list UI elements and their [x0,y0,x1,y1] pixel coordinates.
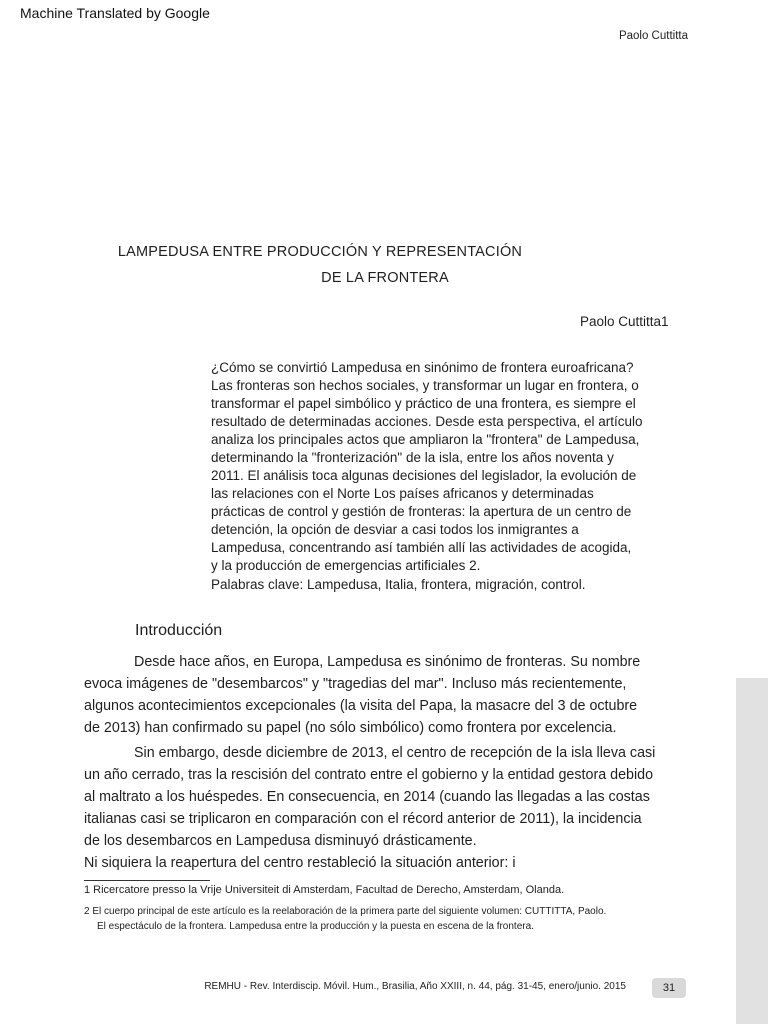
paragraph-2-line: un año cerrado, tras la rescisión del contrato entre el gobierno y la entidad gestora debido [84,767,654,783]
abstract-line: analiza los principales actos que ampliaron la "frontera" de Lampedusa, [211,432,640,447]
paragraph-1-line: de 2013) han confirmado su papel (no sólo simbólico) como frontera por excelencia. [84,720,617,736]
paragraph-2-line: de los desembarcos en Lampedusa disminuyó drásticamente. [84,833,477,849]
paragraph-1-line: algunos acontecimientos excepcionales (la visita del Papa, la masacre del 3 de octubre [84,698,638,714]
footnote-2 [84,904,606,934]
footnote-2-line: 2 El cuerpo principal de este artículo es la reelaboración de la primera parte del siguiente volumen: CUTTITTA, Paolo. [84,906,607,917]
abstract-line: prácticas de control y gestión de fronteras: la apertura de un centro de [211,504,632,519]
abstract-line: ¿Cómo se convirtió Lampedusa en sinónimo de frontera euroafricana? [211,360,634,375]
abstract-line: resultado de determinadas acciones. Desde esta perspectiva, el artículo [211,414,643,429]
abstract-line: Lampedusa, concentrando así también allí las actividades de acogida, [211,540,632,555]
page-number-badge: 31 [652,978,686,998]
abstract-line: determinando la "fronterización" de la isla, entre los años noventa y [211,450,614,465]
paragraph-2-line: italianas casi se triplicaron en comparación con el récord anterior de 2011), la incidencia [84,811,642,827]
footer-citation: REMHU - Rev. Interdiscip. Móvil. Hum., Brasilia, Año XXIII, n. 44, pág. 31-45, enero/junio. 2015 [204,981,626,992]
abstract-line: transformar el papel simbólico y práctico de una frontera, es siempre el [211,396,636,411]
paragraph-2-line: Sin embargo, desde diciembre de 2013, el centro de recepción de la isla lleva casi [134,745,656,761]
paragraph-1-line: Desde hace años, en Europa, Lampedusa es sinónimo de fronteras. Su nombre [134,654,641,670]
body-text [84,651,704,874]
keywords: Palabras clave: Lampedusa, Italia, frontera, migración, control. [211,577,586,592]
abstract-line: 2011. El análisis toca algunas decisiones del legislador, la evolución de [211,468,637,483]
abstract-line: Las fronteras son hechos sociales, y transformar un lugar en frontera, o [211,378,639,393]
running-header-author: Paolo Cuttitta [618,30,688,42]
footnote-2-line: El espectáculo de la frontera. Lampedusa entre la producción y la puesta en escena de la frontera. [97,921,534,932]
abstract [211,359,691,575]
paragraph-2-line: al maltrato a los huéspedes. En consecuencia, en 2014 (cuando las llegadas a las costas [84,789,650,805]
article-title-line-2: DE LA FRONTERA [321,270,449,286]
paragraph-1-line: evoca imágenes de "desembarcos" y "tragedias del mar". Incluso más recientemente, [84,676,627,692]
abstract-line: las relaciones con el Norte Los países africanos y determinadas [211,486,594,501]
side-tab-decoration [736,678,768,1024]
abstract-line: y la producción de emergencias artificiales 2. [211,558,481,573]
article-title-line-1: LAMPEDUSA ENTRE PRODUCCIÓN Y REPRESENTACIÓN [117,244,523,260]
abstract-line: detención, la opción de desviar a casi todos los inmigrantes a [211,522,579,537]
machine-translated-label: Machine Translated by Google [20,5,210,21]
paragraph-2-line: Ni siquiera la reapertura del centro restableció la situación anterior: i [84,855,516,871]
section-heading-introduction: Introducción [135,622,223,639]
footnote-1: 1 Ricercatore presso la Vrije Universiteit di Amsterdam, Facultad de Derecho, Amsterdam, Olanda. [84,884,565,896]
article-author: Paolo Cuttitta1 [580,314,669,329]
footnote-divider [84,880,210,881]
